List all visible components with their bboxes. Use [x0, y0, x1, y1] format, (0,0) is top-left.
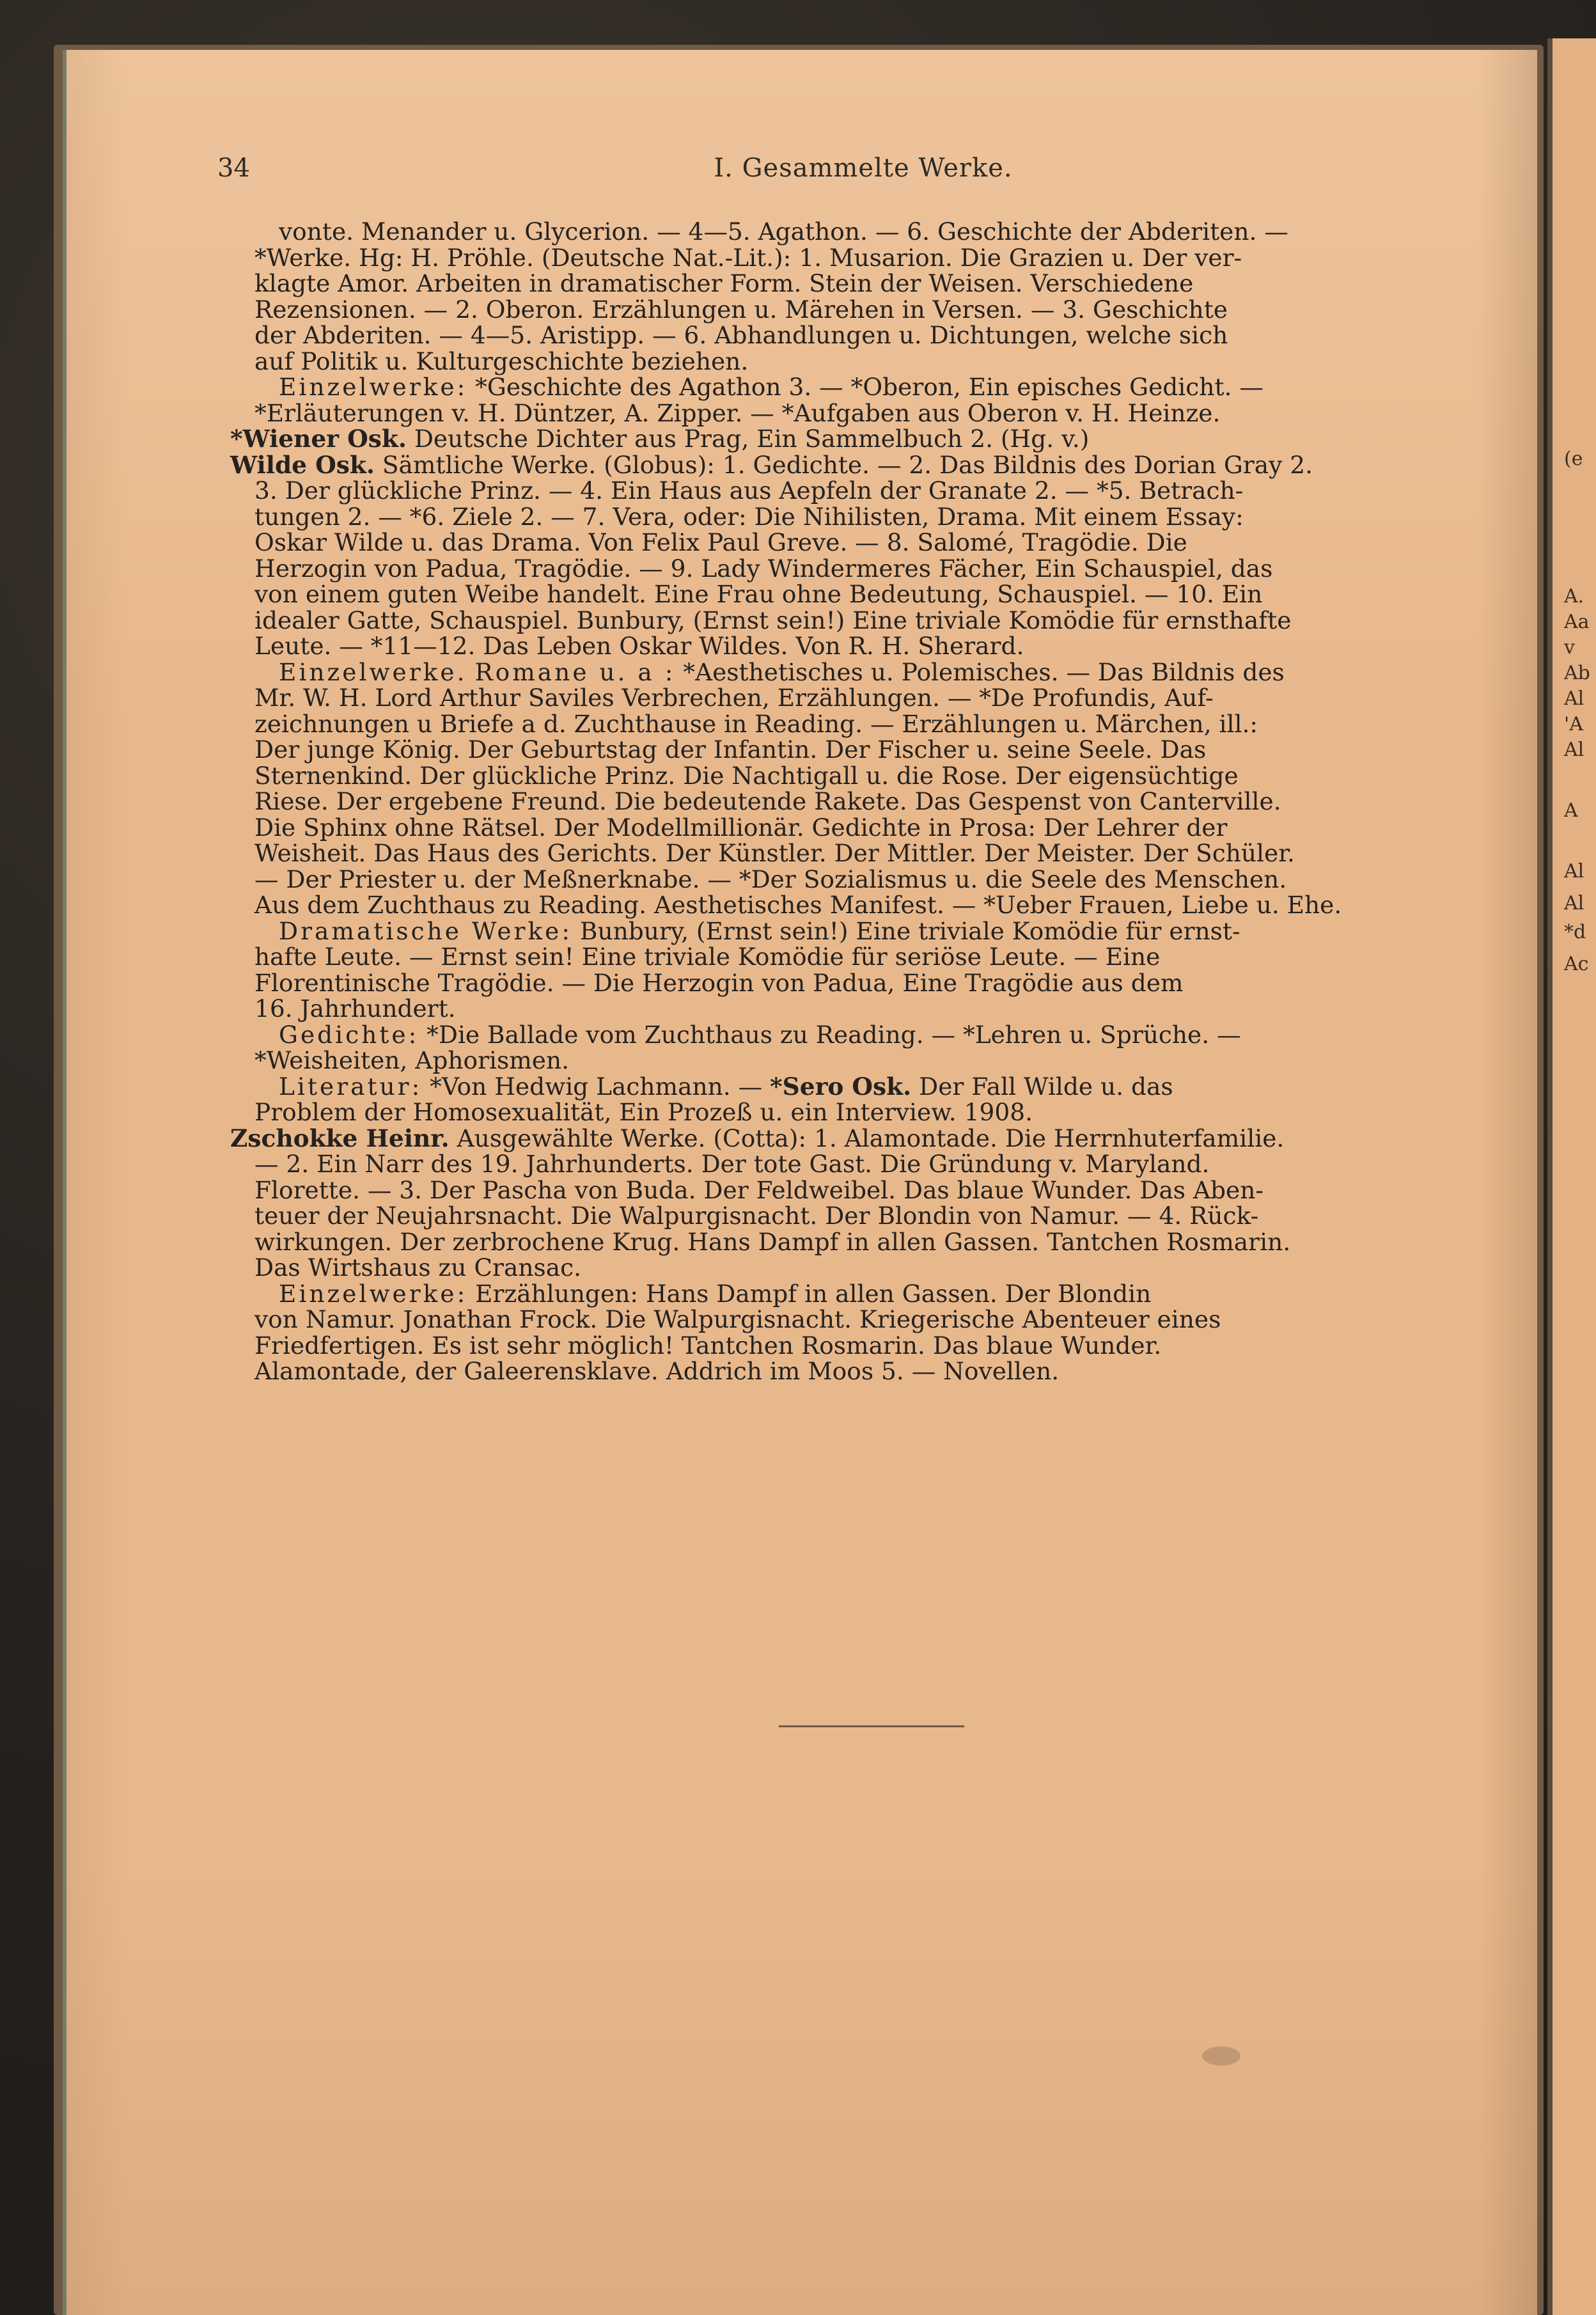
margin-fragment: (e: [1564, 448, 1583, 470]
text-line: [254, 1281, 1490, 1307]
text-line: Florentinische Tragödie. — Die Herzogin von Padua, Eine Tragödie aus dem: [254, 968, 1184, 997]
text-span: Erzählungen: Hans Dampf in allen Gassen. Der Blondin: [475, 1279, 1152, 1308]
section-title: I. Gesammelte Werke.: [714, 153, 1013, 183]
text-line: *Weisheiten, Aphorismen.: [254, 1046, 570, 1074]
margin-fragment: Ab: [1564, 662, 1590, 684]
author-name: *Wiener Osk.: [230, 425, 407, 453]
text-line: auf Politik u. Kulturgeschichte beziehen.: [254, 347, 749, 375]
text-line: hafte Leute. — Ernst sein! Eine triviale Komödie für seriöse Leute. — Eine: [254, 943, 1161, 971]
text-line: teuer der Neujahrsnacht. Die Walpurgisnacht. Der Blondin von Namur. — 4. Rück-: [254, 1202, 1259, 1230]
text-span: *Geschichte des Agathon 3. — *Oberon, Ein episches Gedicht. —: [475, 373, 1264, 401]
text-line: Die Sphinx ohne Rätsel. Der Modellmillionär. Gedichte in Prosa: Der Lehrer der: [254, 813, 1228, 842]
author-name: *Sero Osk.: [770, 1072, 912, 1101]
text-line: Florette. — 3. Der Pascha von Buda. Der Feldweibel. Das blaue Wunder. Das Aben-: [254, 1175, 1264, 1204]
text-span: Der Fall Wilde u. das: [919, 1072, 1173, 1101]
text-line: [254, 1022, 1490, 1048]
margin-fragment: Al: [1564, 739, 1584, 761]
body-text: [230, 217, 1490, 1385]
text-line: [254, 1074, 1490, 1100]
entry-wilde: [230, 450, 1490, 1126]
text-line: Riese. Der ergebene Freund. Die bedeutende Rakete. Das Gespenst von Canterville.: [254, 787, 1281, 815]
entry-zschokke: [230, 1124, 1490, 1385]
margin-fragment: Al: [1564, 687, 1584, 710]
margin-fragment: *d: [1564, 921, 1586, 943]
section-label: Einzelwerke:: [279, 373, 468, 401]
section-label: Gedichte:: [279, 1020, 419, 1049]
text-line: [230, 452, 1490, 478]
text-line: [254, 659, 1490, 686]
entry-wiener: [230, 426, 1490, 452]
text-line: klagte Amor. Arbeiten in dramatischer Form. Stein der Weisen. Verschiedene: [254, 269, 1194, 297]
text-line: Rezensionen. — 2. Oberon. Erzählungen u. Märehen in Versen. — 3. Geschichte: [254, 295, 1228, 324]
section-label: Literatur:: [279, 1072, 423, 1101]
text-line: von einem guten Weibe handelt. Eine Frau ohne Bedeutung, Schauspiel. — 10. Ein: [254, 580, 1263, 608]
text-line: Leute. — *11—12. Das Leben Oskar Wildes. Von R. H. Sherard.: [254, 632, 1024, 660]
margin-fragment: Aa: [1564, 611, 1590, 633]
text-span: Bunbury, (Ernst sein!) Eine triviale Komödie für ernst-: [579, 916, 1240, 945]
text-line: idealer Gatte, Schauspiel. Bunbury, (Ernst sein!) Eine triviale Komödie für ernsthafte: [254, 606, 1292, 634]
section-label: Romane u. a :: [474, 657, 676, 686]
section-label: Einzelwerke.: [279, 657, 467, 686]
margin-fragment: Al: [1564, 860, 1584, 883]
paper-stain: [1202, 2046, 1240, 2066]
text-line: Weisheit. Das Haus des Gerichts. Der Künstler. Der Mittler. Der Meister. Der Schüler.: [254, 839, 1295, 867]
text-line: Herzogin von Padua, Tragödie. — 9. Lady Windermeres Fächer, Ein Schauspiel, das: [254, 554, 1273, 583]
text-line: Alamontade, der Galeerensklave. Addrich im Moos 5. — Novellen.: [254, 1357, 1060, 1385]
text-line: [254, 918, 1490, 945]
margin-fragment: Al: [1564, 892, 1584, 914]
text-line: Mr. W. H. Lord Arthur Saviles Verbrechen, Erzählungen. — *De Profundis, Auf-: [254, 684, 1214, 712]
text-line: der Abderiten. — 4—5. Aristipp. — 6. Abhandlungen u. Dichtungen, welche sich: [254, 321, 1228, 349]
margin-fragment: 'A: [1564, 713, 1583, 735]
text-line: vonte. Menander u. Glycerion. — 4—5. Agathon. — 6. Geschichte der Abderiten. —: [279, 217, 1288, 246]
text-line: Aus dem Zuchthaus zu Reading. Aesthetisches Manifest. — *Ueber Frauen, Liebe u. Ehe.: [254, 891, 1342, 919]
section-label: Dramatische Werke:: [279, 916, 572, 945]
text-line: [230, 1126, 1490, 1152]
text-line: wirkungen. Der zerbrochene Krug. Hans Dampf in allen Gassen. Tantchen Rosmarin.: [254, 1227, 1291, 1256]
text-line: 16. Jahrhundert.: [254, 994, 456, 1023]
section-label: Einzelwerke:: [279, 1279, 468, 1308]
text-line: 3. Der glückliche Prinz. — 4. Ein Haus aus Aepfeln der Granate 2. — *5. Betrach-: [254, 476, 1244, 505]
margin-fragment: Ac: [1564, 953, 1589, 975]
text-line: *Erläuterungen v. H. Düntzer, A. Zipper. — *Aufgaben aus Oberon v. H. Heinze.: [254, 398, 1221, 427]
margin-fragment: A: [1564, 799, 1578, 822]
entry-wieland: [254, 219, 1490, 426]
text-line: *Werke. Hg: H. Pröhle. (Deutsche Nat.-Lit.): 1. Musarion. Die Grazien u. Der ver-: [254, 243, 1242, 272]
text-line: Der junge König. Der Geburtstag der Infantin. Der Fischer u. seine Seele. Das: [254, 735, 1207, 764]
text-span: *Die Ballade vom Zuchthaus zu Reading. — *Lehren u. Sprüche. —: [426, 1020, 1241, 1049]
running-head: [217, 153, 1509, 185]
text-span: *Aesthetisches u. Polemisches. — Das Bildnis des: [683, 657, 1285, 686]
text-line: — 2. Ein Narr des 19. Jahrhunderts. Der tote Gast. Die Gründung v. Maryland.: [254, 1150, 1210, 1178]
text-line: [254, 374, 1490, 400]
text-line: von Namur. Jonathan Frock. Die Walpurgisnacht. Kriegerische Abenteuer eines: [254, 1305, 1221, 1333]
margin-fragment: v: [1564, 636, 1575, 659]
author-name: Zschokke Heinr.: [230, 1124, 450, 1152]
text-line: Sternenkind. Der glückliche Prinz. Die Nachtigall u. die Rose. Der eigensüchtige: [254, 761, 1239, 790]
closing-rule: [779, 1725, 964, 1727]
text-span: Sämtliche Werke. (Globus): 1. Gedichte. — 2. Das Bildnis des Dorian Gray 2.: [382, 450, 1313, 479]
text-line: zeichnungen u Briefe a d. Zuchthause in Reading. — Erzählungen u. Märchen, ill.:: [254, 709, 1258, 738]
facing-page-edge: [1547, 38, 1596, 2315]
text-line: Problem der Homosexualität, Ein Prozeß u. ein Interview. 1908.: [254, 1098, 1033, 1126]
text-line: Das Wirtshaus zu Cransac.: [254, 1253, 582, 1282]
author-name: Wilde Osk.: [230, 450, 375, 479]
text-line: — Der Priester u. der Meßnerknabe. — *Der Sozialismus u. die Seele des Menschen.: [254, 865, 1287, 893]
text-span: Ausgewählte Werke. (Cotta): 1. Alamontade. Die Herrnhuterfamilie.: [457, 1124, 1285, 1152]
text-line: tungen 2. — *6. Ziele 2. — 7. Vera, oder: Die Nihilisten, Drama. Mit einem Essay:: [254, 502, 1244, 531]
text-line: Friedfertigen. Es ist sehr möglich! Tantchen Rosmarin. Das blaue Wunder.: [254, 1331, 1162, 1360]
text-line: Oskar Wilde u. das Drama. Von Felix Paul Greve. — 8. Salomé, Tragödie. Die: [254, 528, 1187, 556]
page-number: 34: [217, 153, 250, 183]
text-span: *Von Hedwig Lachmann. —: [430, 1072, 763, 1101]
text-span: Deutsche Dichter aus Prag, Ein Sammelbuch 2. (Hg. v.): [414, 425, 1090, 453]
margin-fragment: A.: [1564, 585, 1584, 608]
